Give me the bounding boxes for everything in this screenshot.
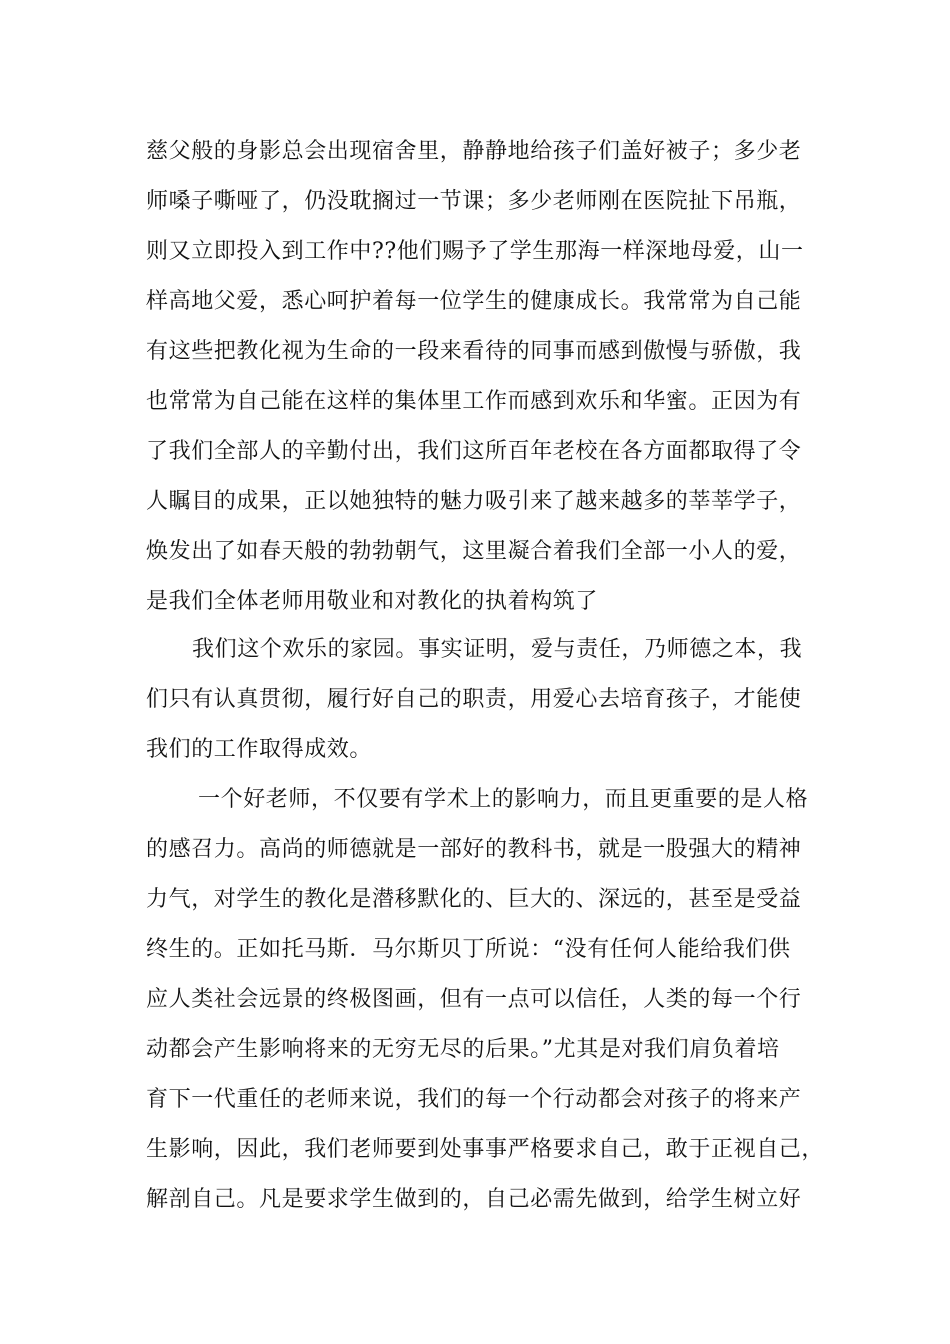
text-line: 我们的工作取得成效。 (146, 737, 373, 762)
text-line: 生影响，因此，我们老师要到处事事严格要求自己，敢于正视自己， (146, 1137, 825, 1162)
text-line: 动都会产生影响将来的无穷无尽的后果。”尤其是对我们肩负着培 (146, 1037, 780, 1062)
text-line: 力气，对学生的教化是潜移默化的、巨大的、深远的，甚至是受益 (146, 887, 802, 912)
text-line: 了我们全部人的辛勤付出，我们这所百年老校在各方面都取得了令 (146, 439, 802, 464)
text-line: 样高地父爱，悉心呵护着每一位学生的健康成长。我常常为自己能 (146, 289, 802, 314)
text-line: 是我们全体老师用敬业和对教化的执着构筑了 (146, 589, 599, 614)
text-line: 终生的。正如托马斯．马尔斯贝丁所说：“没有任何人能给我们供 (146, 937, 791, 962)
text-line: 的感召力。高尚的师德就是一部好的教科书，就是一股强大的精神 (146, 837, 802, 862)
text-line: 解剖自己。凡是要求学生做到的，自己必需先做到，给学生树立好 (146, 1187, 802, 1212)
text-line: 师嗓子嘶哑了，仍没耽搁过一节课；多少老师刚在医院扯下吊瓶， (146, 189, 802, 214)
text-line: 焕发出了如春天般的勃勃朝气，这里凝合着我们全部一小人的爱， (146, 539, 802, 564)
text-line: 育下一代重任的老师来说，我们的每一个行动都会对孩子的将来产 (146, 1087, 802, 1112)
text-line: 人瞩目的成果，正以她独特的魅力吸引来了越来越多的莘莘学子， (146, 489, 802, 514)
text-line: 有这些把教化视为生命的一段来看待的同事而感到傲慢与骄傲，我 (146, 339, 802, 364)
text-line: 们只有认真贯彻，履行好自己的职责，用爱心去培育孩子，才能使 (146, 687, 802, 712)
text-line: 也常常为自己能在这样的集体里工作而感到欢乐和华蜜。正因为有 (146, 389, 802, 414)
text-line: 则又立即投入到工作中??他们赐予了学生那海一样深地母爱，山一 (146, 239, 804, 264)
text-line: 一个好老师，不仅要有学术上的影响力，而且更重要的是人格 (198, 787, 809, 812)
text-line: 慈父般的身影总会出现宿舍里，静静地给孩子们盖好被子；多少老 (146, 139, 802, 164)
text-line: 我们这个欢乐的家园。事实证明，爱与责任，乃师德之本，我 (192, 637, 803, 662)
text-line: 应人类社会远景的终极图画，但有一点可以信任，人类的每一个行 (146, 987, 802, 1012)
